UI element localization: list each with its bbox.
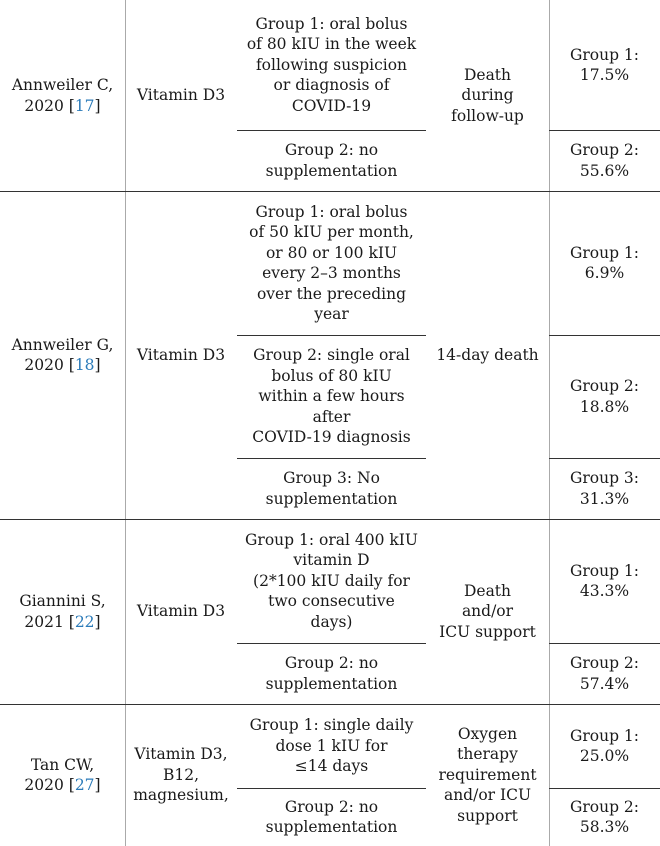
result-divider: [549, 335, 660, 336]
group-description-line: bolus of 80 kIU: [271, 366, 392, 385]
group-description-line: vitamin D: [293, 551, 370, 570]
outcome-line: support: [457, 806, 518, 825]
group-divider: [237, 130, 426, 131]
result-divider: [549, 130, 660, 131]
citation-link[interactable]: 17: [74, 96, 95, 115]
group-result-line: Group 2:: [569, 797, 640, 816]
group-description-cell: [237, 335, 426, 458]
group-description-line: days): [310, 612, 353, 631]
group-result-line: 17.5%: [579, 66, 630, 84]
result-divider: [549, 643, 660, 644]
group-result-line: 25.0%: [579, 747, 630, 765]
citation-link[interactable]: 18: [74, 356, 95, 374]
group-description-line: Group 2: single oral: [253, 346, 410, 365]
outcome-line: follow-up: [451, 106, 524, 125]
group-result-cell: [549, 519, 660, 643]
group-description-line: Group 1: oral bolus: [255, 202, 408, 221]
group-description-cell: [237, 191, 426, 335]
group-result-line: 43.3%: [579, 582, 630, 600]
group-result-cell: [549, 788, 660, 846]
group-description-line: Group 2: no: [284, 141, 379, 159]
group-description-line: COVID-19: [291, 96, 372, 115]
group-description-line: over the preceding: [256, 284, 407, 303]
group-result-cell: [549, 130, 660, 191]
supplement-agent-line: magnesium,: [133, 786, 229, 805]
study-author-cell: [0, 519, 125, 704]
citation-bracket: ]: [94, 356, 101, 374]
group-description-line: every 2–3 months: [262, 264, 401, 282]
outcome-line: 14-day death: [436, 345, 539, 364]
study-year-text: 2020 [: [24, 356, 75, 374]
study-year: [24, 775, 100, 796]
group-description-line: following suspicion: [255, 55, 408, 74]
study-author-cell: [0, 704, 125, 846]
study-year: [24, 355, 100, 376]
group-description-line: supplementation: [265, 818, 398, 836]
group-result-line: Group 2:: [569, 377, 640, 395]
group-description-line: of 50 kIU per month,: [249, 223, 414, 241]
group-description-line: dose 1 kIU for: [275, 736, 388, 755]
group-description-line: two consecutive: [268, 592, 395, 611]
group-result-line: 31.3%: [579, 489, 630, 508]
group-description-cell: [237, 0, 426, 130]
group-divider: [237, 788, 426, 789]
group-description-cell: [237, 643, 426, 704]
group-description-line: supplementation: [265, 161, 398, 180]
group-result-cell: [549, 704, 660, 788]
citation-bracket: ]: [94, 96, 101, 115]
outcome-cell: [426, 0, 549, 191]
group-result-line: Group 3:: [569, 469, 640, 487]
group-result-line: Group 2:: [569, 141, 640, 159]
study-year: [24, 612, 100, 633]
group-description-cell: [237, 130, 426, 191]
group-result-cell: [549, 643, 660, 704]
citation-link[interactable]: 22: [74, 612, 95, 631]
outcome-line: Death: [463, 65, 512, 84]
group-description-line: ≤14 days: [294, 757, 369, 776]
group-description-cell: [237, 458, 426, 519]
group-description-cell: [237, 704, 426, 788]
outcome-line: Oxygen: [457, 724, 518, 743]
group-result-line: 57.4%: [579, 674, 630, 693]
group-result-line: Group 1:: [569, 726, 640, 745]
group-result-cell: [549, 458, 660, 519]
group-divider: [237, 458, 426, 459]
supplement-agent-cell: [125, 704, 237, 846]
study-author-cell: [0, 191, 125, 519]
study-year-text: 2020 [: [24, 776, 75, 794]
group-description-line: Group 2: no: [284, 654, 379, 672]
group-result-line: 55.6%: [579, 161, 630, 180]
outcome-line: and/or ICU: [443, 786, 532, 805]
outcome-line: Death: [463, 581, 512, 600]
outcome-line: therapy: [457, 745, 518, 764]
result-divider: [549, 788, 660, 789]
group-result-line: 18.8%: [579, 397, 630, 416]
group-description-line: after: [312, 407, 351, 426]
study-year-text: 2020 [: [24, 96, 75, 115]
group-description-line: within a few hours: [258, 387, 405, 406]
supplement-agent-line: Vitamin D3: [136, 86, 226, 105]
group-description-line: Group 1: oral 400 kIU: [245, 530, 418, 549]
group-result-line: Group 1:: [569, 45, 640, 64]
outcome-cell: [426, 704, 549, 846]
group-result-cell: [549, 335, 660, 458]
supplement-agent-line: Vitamin D3: [136, 602, 226, 621]
group-divider: [237, 335, 426, 336]
supplement-agent-cell: [125, 191, 237, 519]
group-result-cell: [549, 191, 660, 335]
outcome-line: requirement: [438, 765, 537, 784]
group-description-line: Group 1: oral bolus: [255, 14, 408, 33]
group-description-cell: [237, 519, 426, 643]
citation-link[interactable]: 27: [74, 776, 95, 794]
group-result-line: Group 1:: [569, 243, 640, 262]
group-description-line: year: [314, 305, 349, 323]
study-author-name: Annweiler C,: [11, 76, 114, 94]
group-description-cell: [237, 788, 426, 846]
group-result-line: Group 1:: [569, 561, 640, 580]
study-year: [24, 96, 100, 117]
group-description-line: supplementation: [265, 489, 398, 508]
citation-bracket: ]: [94, 776, 101, 794]
outcome-cell: [426, 191, 549, 519]
group-result-line: Group 2:: [569, 654, 640, 672]
outcome-line: during: [461, 86, 514, 105]
study-author-name: Tan CW,: [30, 755, 95, 774]
supplement-agent-line: Vitamin D3,: [134, 745, 228, 764]
supplement-agent-cell: [125, 0, 237, 191]
group-description-line: COVID-19 diagnosis: [252, 428, 411, 447]
group-description-line: Group 2: no: [284, 797, 379, 816]
outcome-cell: [426, 519, 549, 704]
supplement-agent-line: Vitamin D3: [136, 345, 226, 364]
study-year-text: 2021 [: [24, 612, 75, 631]
group-result-line: 6.9%: [584, 264, 625, 282]
citation-bracket: ]: [94, 612, 101, 631]
group-result-cell: [549, 0, 660, 130]
outcome-line: ICU support: [439, 622, 536, 641]
group-description-line: or 80 or 100 kIU: [265, 243, 398, 262]
study-author-cell: [0, 0, 125, 191]
group-description-line: Group 1: single daily: [249, 716, 414, 735]
supplement-agent-line: B12,: [162, 765, 200, 784]
group-result-line: 58.3%: [579, 818, 630, 836]
group-description-line: (2*100 kIU daily for: [253, 571, 410, 590]
group-description-line: of 80 kIU in the week: [246, 35, 417, 54]
study-author-name: Annweiler G,: [11, 335, 114, 354]
result-divider: [549, 458, 660, 459]
group-divider: [237, 643, 426, 644]
group-description-line: or diagnosis of: [273, 76, 390, 95]
supplement-agent-cell: [125, 519, 237, 704]
group-description-line: Group 3: No: [283, 469, 380, 487]
study-author-name: Giannini S,: [19, 592, 106, 610]
outcome-line: and/or: [461, 602, 514, 621]
group-description-line: supplementation: [265, 674, 398, 693]
